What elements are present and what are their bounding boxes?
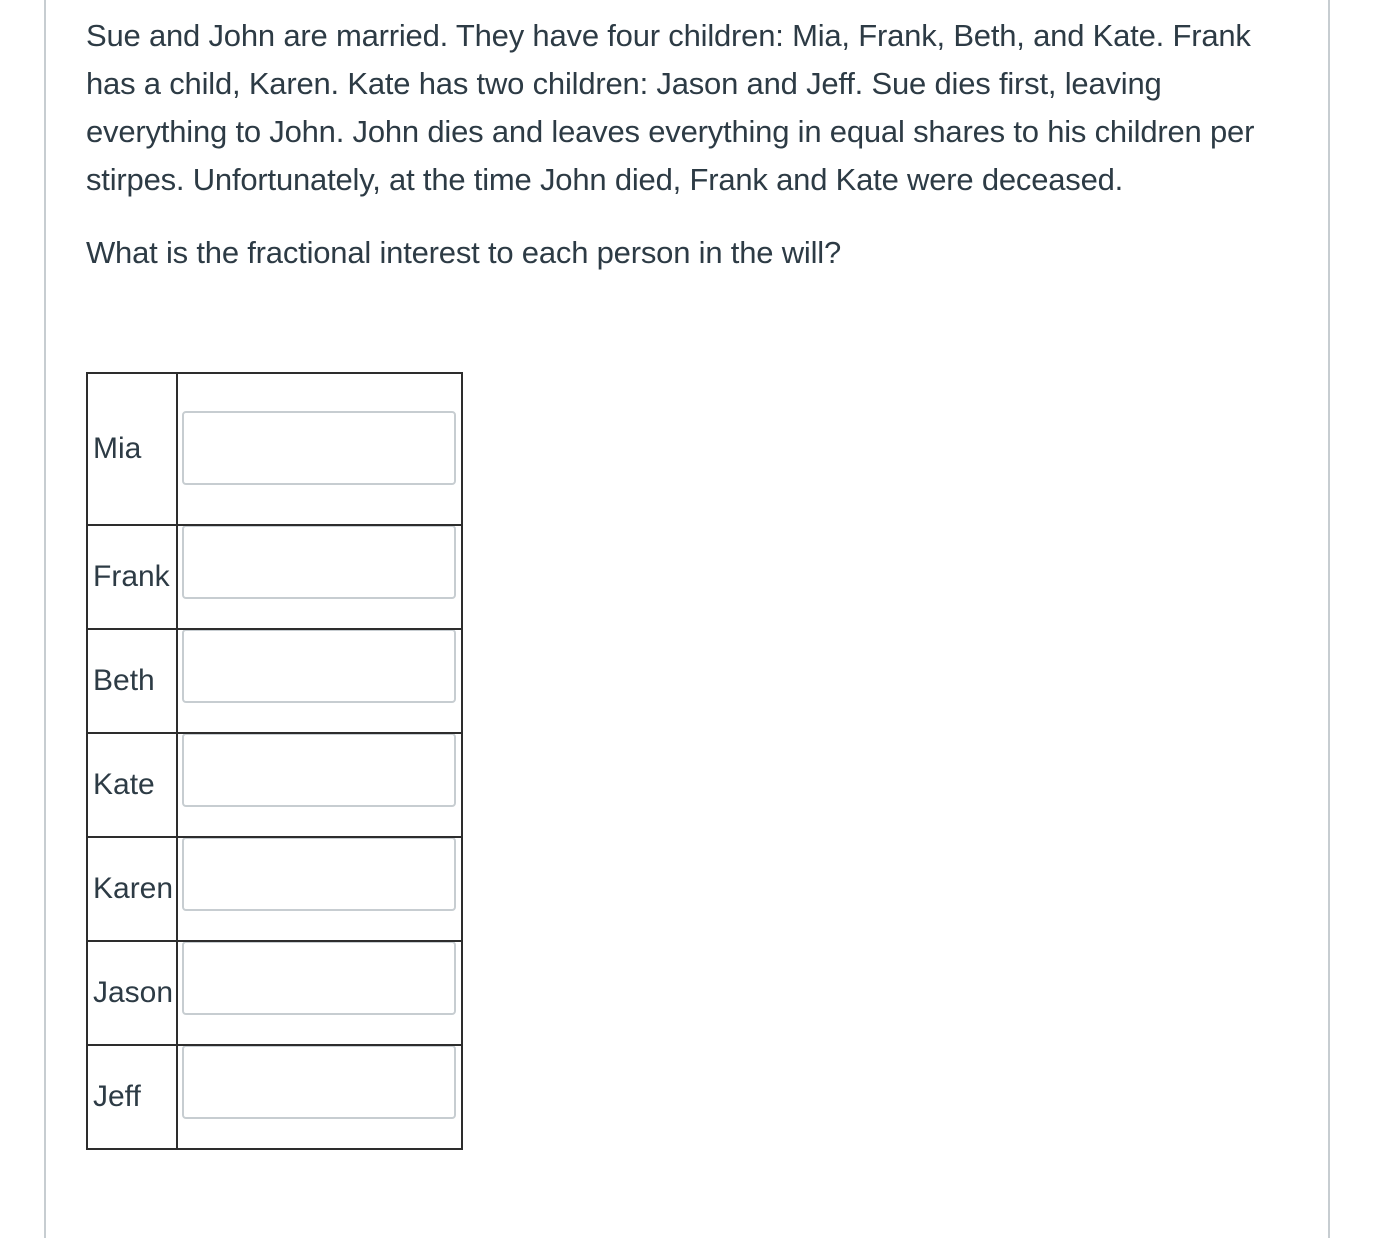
answer-input-kate[interactable] xyxy=(182,733,456,807)
answer-input-jason[interactable] xyxy=(182,941,456,1015)
person-name-label: Jeff xyxy=(87,1045,177,1149)
answer-table xyxy=(86,372,463,1150)
question-text: Sue and John are married. They have four children: Mia, Frank, Beth, and Kate. Frank has a child, Karen. Kate has two children: Jason and Jeff. Sue dies first, leaving everything to John. John dies and leaves everything in equal shares to his children per stirpes. Unfortunately, at the time John died, Frank and Kate were deceased. xyxy=(86,18,1255,197)
answer-input-frank[interactable] xyxy=(182,525,456,599)
table-row xyxy=(87,629,462,733)
person-name-label: Frank xyxy=(87,525,177,629)
table-row xyxy=(87,941,462,1045)
answer-input-mia[interactable] xyxy=(182,411,456,485)
table-row xyxy=(87,1045,462,1149)
person-name-label: Mia xyxy=(87,373,177,525)
person-name-label: Kate xyxy=(87,733,177,837)
answer-input-beth[interactable] xyxy=(182,629,456,703)
table-row xyxy=(87,373,462,525)
answer-input-jeff[interactable] xyxy=(182,1045,456,1119)
person-name-label: Jason xyxy=(87,941,177,1045)
table-row xyxy=(87,733,462,837)
person-name-label: Beth xyxy=(87,629,177,733)
answer-input-karen[interactable] xyxy=(182,837,456,911)
question-prompt: What is the fractional interest to each person in the will? xyxy=(86,235,841,270)
table-row xyxy=(87,525,462,629)
table-row xyxy=(87,837,462,941)
person-name-label: Karen xyxy=(87,837,177,941)
